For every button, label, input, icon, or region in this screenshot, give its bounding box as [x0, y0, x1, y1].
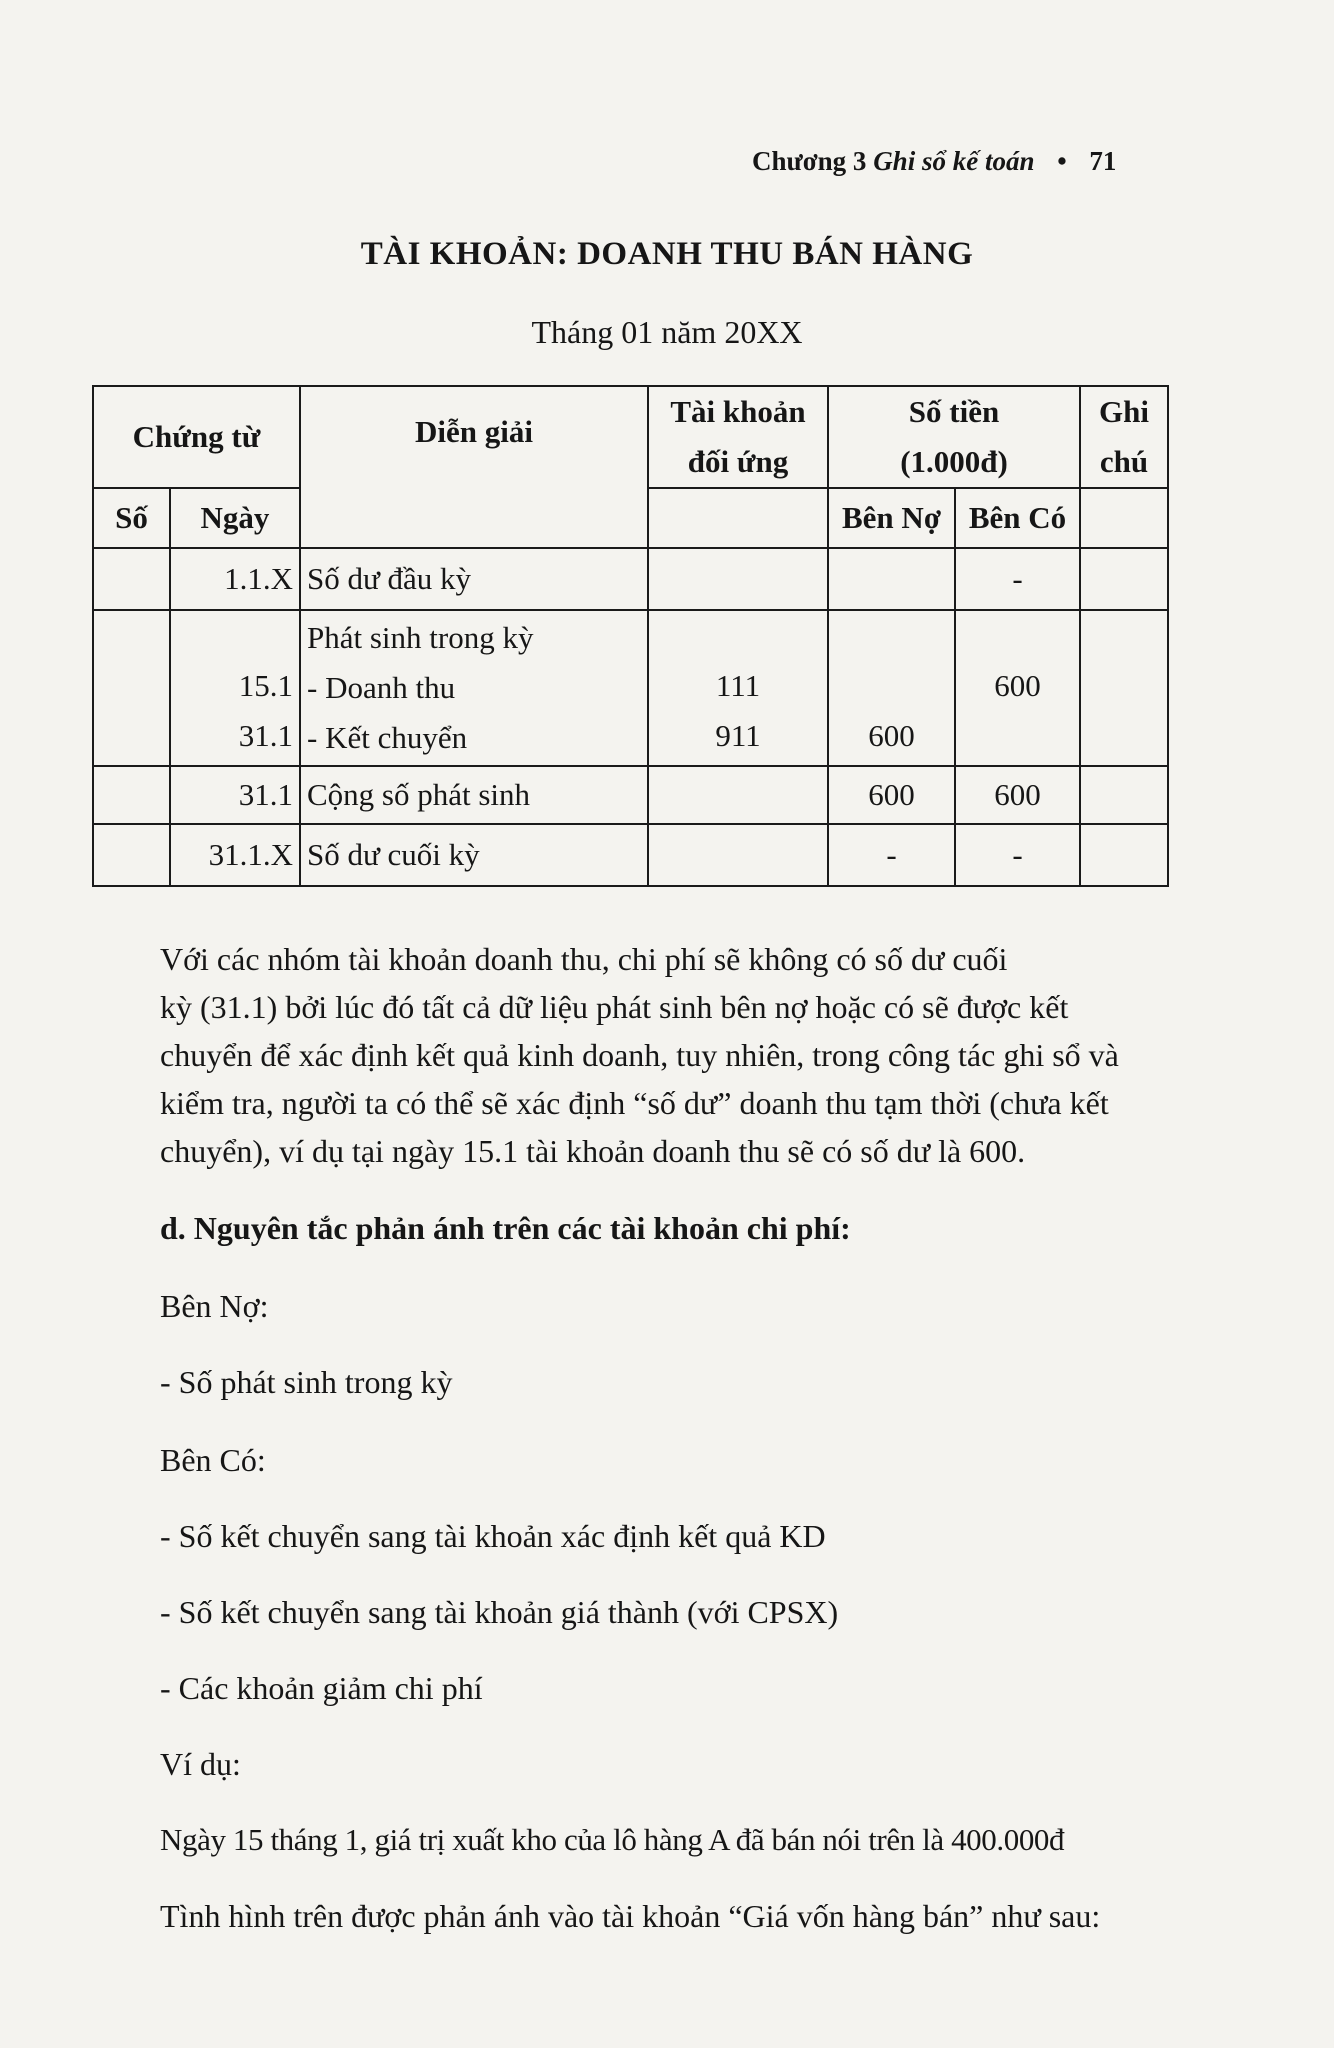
chapter-label: Chương 3: [752, 146, 867, 176]
cell-contra-transfer: 911: [715, 718, 761, 753]
cell-note: [1080, 548, 1168, 610]
cell-no: [93, 548, 170, 610]
cell-debit: -: [828, 824, 955, 886]
cell-contra: [648, 610, 828, 766]
header-debit: Bên Nợ: [828, 488, 955, 548]
header-voucher: Chứng từ: [93, 386, 300, 488]
cell-contra: [648, 766, 828, 824]
table-row: [93, 766, 1168, 824]
cell-desc-transfer: - Kết chuyển: [307, 720, 468, 755]
header-amount-line1: Số tiền: [908, 394, 1000, 429]
cell-date: 1.1.X: [170, 548, 300, 610]
cell-contra: [648, 824, 828, 886]
table-row: [93, 824, 1168, 886]
paragraph-line: kỳ (31.1) bởi lúc đó tất cả dữ liệu phát sinh bên nợ hoặc có sẽ được kết: [160, 989, 1069, 1025]
debit-label: Bên Nợ:: [160, 1288, 269, 1324]
header-note: [1080, 386, 1168, 488]
cell-description: Cộng số phát sinh: [300, 766, 648, 824]
header-note-empty: [1080, 488, 1168, 548]
cell-debit: [828, 548, 955, 610]
cell-credit: 600: [955, 766, 1080, 824]
header-voucher-date: Ngày: [170, 488, 300, 548]
cell-debit-transfer: 600: [868, 718, 915, 753]
chapter-title: Ghi sổ kế toán: [873, 146, 1035, 176]
header-voucher-no: Số: [93, 488, 170, 548]
list-item: - Số kết chuyển sang tài khoản xác định kết quả KD: [160, 1518, 826, 1554]
cell-note: [1080, 766, 1168, 824]
header-credit: Bên Có: [955, 488, 1080, 548]
paragraph-line: chuyển để xác định kết quả kinh doanh, tuy nhiên, trong công tác ghi sổ và: [160, 1037, 1119, 1073]
paragraph-line: chuyển), ví dụ tại ngày 15.1 tài khoản doanh thu sẽ có số dư là 600.: [160, 1133, 1026, 1169]
table-header-row: [93, 386, 1168, 488]
cell-credit: -: [955, 824, 1080, 886]
list-item: - Các khoản giảm chi phí: [160, 1670, 483, 1706]
cell-no: [93, 766, 170, 824]
credit-label: Bên Có:: [160, 1442, 266, 1478]
ledger-subtitle: Tháng 01 năm 20XX: [531, 314, 803, 350]
cell-desc-revenue: - Doanh thu: [307, 670, 456, 705]
cell-activity-heading: Phát sinh trong kỳ: [307, 620, 534, 655]
cell-no: [93, 824, 170, 886]
section-heading: d. Nguyên tắc phản ánh trên các tài khoản chi phí:: [160, 1210, 851, 1246]
header-bullet: •: [1057, 146, 1067, 176]
page-number: 71: [1089, 146, 1117, 176]
cell-date: [170, 610, 300, 766]
cell-date: 31.1.X: [170, 824, 300, 886]
cell-note: [1080, 610, 1168, 766]
cell-contra-revenue: 111: [715, 668, 761, 703]
cell-date: 31.1: [170, 766, 300, 824]
paragraph-line: kiểm tra, người ta có thể sẽ xác định “số dư” doanh thu tạm thời (chưa kết: [160, 1085, 1109, 1121]
header-description: Diễn giải: [300, 386, 648, 548]
paragraph-line: Với các nhóm tài khoản doanh thu, chi phí sẽ không có số dư cuối: [160, 941, 1008, 977]
example-label: Ví dụ:: [160, 1746, 241, 1782]
ledger-title: TÀI KHOẢN: DOANH THU BÁN HÀNG: [360, 236, 974, 272]
header-contra-line2: đối ứng: [687, 444, 789, 479]
cell-no: [93, 610, 170, 766]
cell-date-revenue: 15.1: [238, 668, 293, 703]
cell-description: [300, 610, 648, 766]
cell-date-transfer: 31.1: [238, 718, 293, 753]
cell-debit: 600: [828, 766, 955, 824]
list-item: - Số kết chuyển sang tài khoản giá thành (với CPSX): [160, 1594, 839, 1630]
cell-credit: -: [955, 548, 1080, 610]
cell-description: Số dư đầu kỳ: [300, 548, 648, 610]
cell-description: Số dư cuối kỳ: [300, 824, 648, 886]
table-row: [93, 548, 1168, 610]
header-contra-empty: [648, 488, 828, 548]
running-header: [752, 146, 1116, 177]
header-contra-line1: Tài khoản: [670, 394, 806, 429]
cell-contra: [648, 548, 828, 610]
example-line: Ngày 15 tháng 1, giá trị xuất kho của lô hàng A đã bán nói trên là 400.000đ: [160, 1822, 1065, 1857]
ledger-table: [92, 385, 1169, 887]
header-note-line1: Ghi: [1099, 394, 1149, 429]
header-contra-account: [648, 386, 828, 488]
body-paragraph: [160, 935, 1166, 1175]
header-note-line2: chú: [1099, 444, 1149, 479]
cell-debit: [828, 610, 955, 766]
cell-credit: [955, 610, 1080, 766]
header-amount-line2: (1.000đ): [900, 444, 1008, 479]
cell-note: [1080, 824, 1168, 886]
closing-line: Tình hình trên được phản ánh vào tài khoản “Giá vốn hàng bán” như sau:: [160, 1898, 1101, 1934]
cell-credit-revenue: 600: [994, 668, 1041, 703]
table-row: [93, 610, 1168, 766]
list-item: - Số phát sinh trong kỳ: [160, 1364, 453, 1400]
header-amount: [828, 386, 1080, 488]
